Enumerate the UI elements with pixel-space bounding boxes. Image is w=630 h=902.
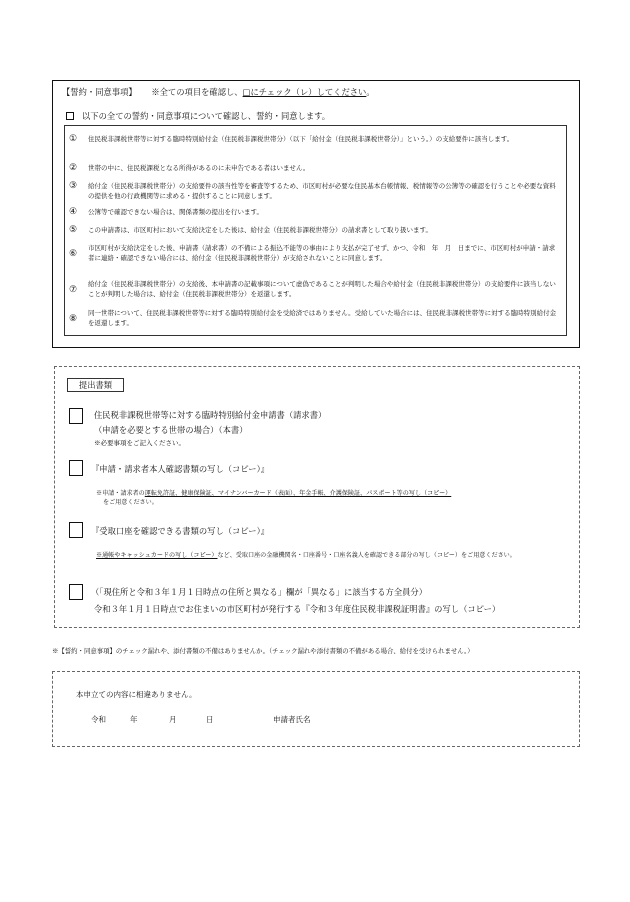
doc2-note-end: をご用意ください。 (103, 499, 158, 506)
pledge-items-box (64, 125, 567, 336)
date-year-label[interactable]: 年 (130, 715, 138, 724)
pledge-item-text: 公簿等で確認できない場合は、関係書類の提出を行います。 (88, 208, 263, 216)
pledge-header-label: 【誓約・同意事項】 (62, 87, 137, 97)
applicant-name-label[interactable]: 申請者氏名 (273, 715, 311, 724)
declaration-statement: 本申立ての内容に相違ありません。 (76, 690, 197, 699)
documents-header: 提出書類 (67, 378, 124, 392)
doc2-note-underlined: 運転免許証、健康保険証、マイナンバーカード（表面）、年金手帳、介護保険証、パスポート等の写し（コピー） (144, 490, 452, 497)
doc2-note-start: ※申請・請求者の (96, 490, 145, 497)
doc1-subtitle: （申請を必要とする世帯の場合）（本書） (94, 425, 248, 435)
pledge-item-number: ⑤ (69, 225, 78, 235)
pledge-item-text: この申請書は、市区町村において支給決定をした後は、給付金（住民税非課税世帯分）の請求書として取り扱います。 (88, 226, 432, 234)
doc3-title: 『受取口座を確認できる書類の写し（コピー）』 (91, 526, 270, 536)
date-era-label: 令和 (91, 715, 106, 724)
agree-all-row[interactable] (66, 110, 330, 122)
pledge-instruction-underlined: □にチェック（レ）してください (242, 87, 367, 97)
doc4-title: 令和３年１月１日時点でお住まいの市区町村が発行する『令和３年度住民税非課税証明書』の写し（コピー） (94, 604, 501, 614)
doc3-checkbox[interactable] (69, 522, 83, 538)
declaration-section (52, 671, 580, 747)
agree-all-label: 以下の全ての誓約・同意事項について確認し、誓約・同意します。 (82, 111, 331, 121)
doc3-note-underlined: ※通帳やキャッシュカードの写し（コピー） (96, 552, 218, 559)
pledge-instruction: ※全ての項目を確認し、 (151, 87, 243, 97)
date-month-label[interactable]: 月 (169, 715, 177, 724)
check-reminder-note: ※【誓約・同意事項】のチェック漏れや、添付書類の不備はありませんか。（チェック漏れや添付書類の不備がある場合、給付を受けられません。） (52, 647, 474, 655)
doc4-checkbox[interactable] (69, 584, 83, 600)
pledge-item-text: 同一世帯について、住民税非課税世帯等に対する臨時特別給付金を受給済ではありません。受給していた場合には、住民税非課税世帯等に対する臨時特別給付金を返還します。 (88, 309, 557, 327)
pledge-item-text: 給付金（住民税非課税世帯分）の支給後、本申請書の記載事項について虚偽であることが判明した場合や給付金（住民税非課税世帯分）の支給要件に該当しないことが判明した場合は、給付金（住民税非課税世帯分）を返還します。 (88, 280, 556, 298)
doc3-note (96, 551, 566, 560)
pledge-item-text: 市区町村が支給決定をした後、申請書（請求書）の不備による振込不能等の事由により支払が完了せず、かつ、令和 年 月 日までに、市区町村が申請・請求者に連絡・確認できない場合には、給付金（住民税非課税世帯分）が支給されないことに同意します。 (88, 244, 556, 262)
pledge-item-number: ① (69, 134, 78, 144)
pledge-item-number: ⑧ (69, 314, 78, 324)
pledge-header (62, 86, 375, 98)
pledge-item-number: ② (69, 163, 78, 173)
pledge-item-number: ④ (69, 207, 78, 217)
doc4-condition: （「現住所と令和３年１月１日時点の住所と異なる」欄が「異なる」に該当する方全員分） (91, 587, 428, 597)
pledge-item-text: 住民税非課税世帯等に対する臨時特別給付金（住民税非課税世帯分）（以下「給付金（住民税非課税世帯分）」という。）の支給要件に該当します。 (88, 135, 514, 143)
doc1-title: 住民税非課税世帯等に対する臨時特別給付金申請書（請求書） (94, 410, 327, 420)
doc1-checkbox[interactable] (69, 408, 83, 424)
doc1-note: ※必要事項をご記入ください。 (94, 439, 185, 447)
doc2-title: 『申請・請求者本人確認書類の写し（コピー）』 (91, 464, 270, 474)
pledge-item-text: 給付金（住民税非課税世帯分）の支給要件の該当性等を審査等するため、市区町村が必要な住民基本台帳情報、税情報等の公簿等の確認を行うことや必要な資料の提供を他の行政機関等に求める・提供することに同意します。 (88, 182, 556, 200)
pledge-item-number: ⑦ (69, 285, 78, 295)
pledge-item-text: 世帯の中に、住民税課税となる所得があるのに未申告である者はいません。 (88, 164, 310, 172)
agree-all-checkbox[interactable] (66, 112, 74, 120)
doc3-note-rest: など、受取口座の金融機関名・口座番号・口座名義人を確認できる部分の写し（コピー）をご用意ください。 (217, 552, 516, 559)
doc2-note (96, 489, 566, 507)
pledge-instruction-end: 。 (366, 87, 375, 97)
pledge-item-number: ⑥ (69, 249, 78, 259)
date-day-label[interactable]: 日 (206, 715, 214, 724)
doc2-checkbox[interactable] (69, 460, 83, 476)
pledge-item-number: ③ (69, 181, 78, 191)
